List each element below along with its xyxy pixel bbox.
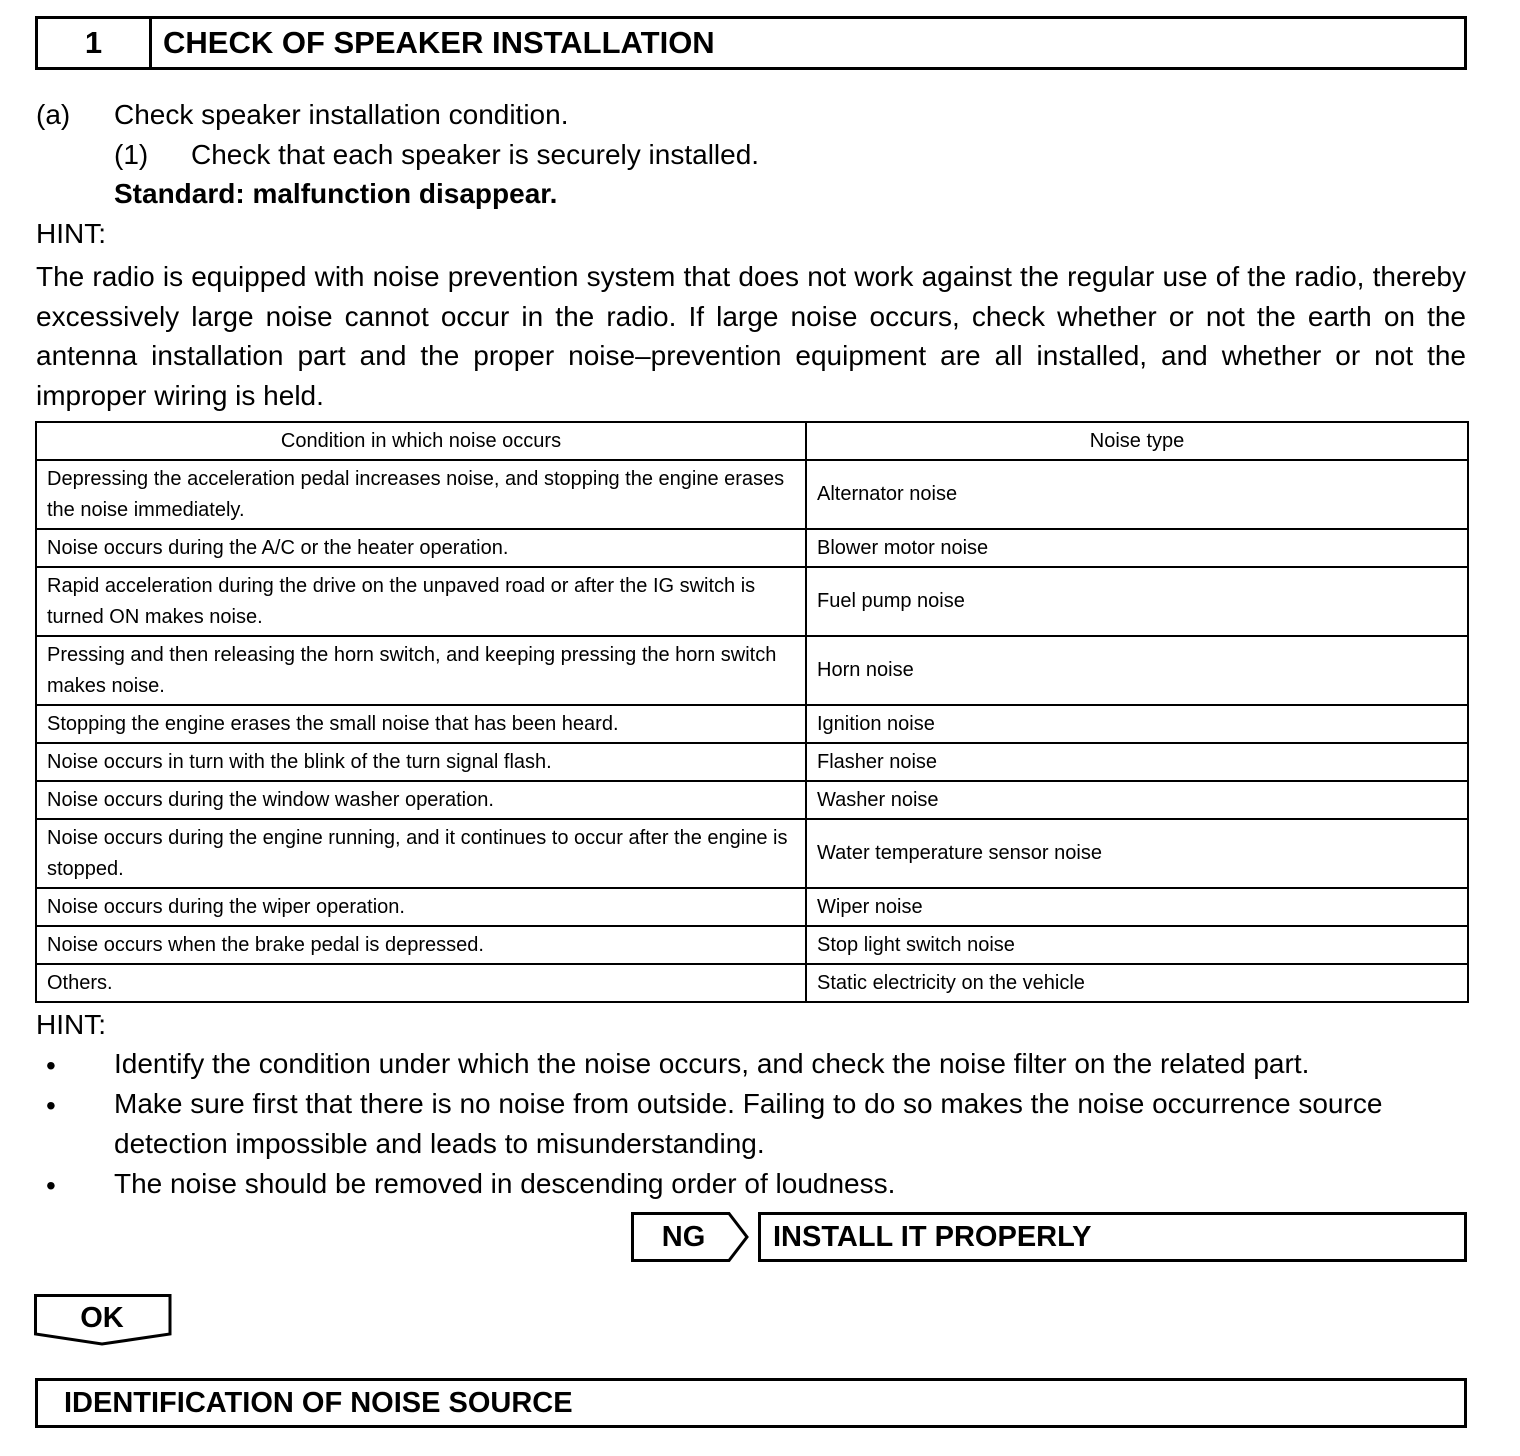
standard-text: Standard: malfunction disappear.: [114, 178, 558, 209]
hint-item-2-line-2: detection impossible and leads to misunderstanding.: [114, 1128, 765, 1159]
hint-item-3: The noise should be removed in descending order of loudness.: [114, 1168, 896, 1199]
table-row: [36, 781, 1468, 819]
noise-table: [35, 421, 1469, 1003]
bullet-icon: •: [46, 1170, 56, 1201]
next-step-box: IDENTIFICATION OF NOISE SOURCE: [35, 1378, 1467, 1428]
noise-type-cell: Ignition noise: [806, 705, 1468, 743]
bullet-icon: •: [46, 1090, 56, 1121]
step-title: CHECK OF SPEAKER INSTALLATION: [163, 25, 715, 60]
table-row: [36, 926, 1468, 964]
bullet-icon: •: [46, 1050, 56, 1081]
table-row: [36, 705, 1468, 743]
table-row: [36, 964, 1468, 1002]
table-row: [36, 460, 1468, 529]
sub-item-marker: (1): [114, 139, 149, 170]
condition-cell: Noise occurs during the A/C or the heater operation.: [36, 529, 806, 567]
condition-cell: Noise occurs in turn with the blink of the turn signal flash.: [36, 743, 806, 781]
item-a-text: Check speaker installation condition.: [114, 99, 569, 130]
noise-type-cell: Water temperature sensor noise: [806, 819, 1468, 888]
noise-type-cell: Flasher noise: [806, 743, 1468, 781]
condition-cell: Depressing the acceleration pedal increases noise, and stopping the engine erases the noise immediately.: [36, 460, 806, 529]
condition-cell: Noise occurs during the engine running, and it continues to occur after the engine is stopped.: [36, 819, 806, 888]
condition-cell: Stopping the engine erases the small noise that has been heard.: [36, 705, 806, 743]
noise-type-cell: Washer noise: [806, 781, 1468, 819]
condition-cell: Noise occurs during the window washer operation.: [36, 781, 806, 819]
table-row: [36, 819, 1468, 888]
item-a-marker: (a): [36, 99, 71, 130]
hint-item-2-line-1: Make sure first that there is no noise from outside. Failing to do so makes the noise occurrence source: [114, 1088, 1383, 1119]
noise-type-cell: Wiper noise: [806, 888, 1468, 926]
hint-paragraph: The radio is equipped with noise prevention system that does not work against the regular use of the radio, thereby excessively large noise cannot occur in the radio. If large noise occurs, check whether or not the earth on the antenna installation part and the proper noise–prevention equipment are all installed, and whether or not the improper wiring is held.: [36, 261, 1466, 411]
step-number: 1: [38, 19, 152, 67]
ng-action-box: INSTALL IT PROPERLY: [758, 1212, 1467, 1262]
noise-type-cell: Fuel pump noise: [806, 567, 1468, 636]
table-header-row: [36, 422, 1468, 460]
ng-tag: [631, 1212, 749, 1262]
condition-cell: Noise occurs when the brake pedal is depressed.: [36, 926, 806, 964]
ng-label: NG: [661, 1220, 706, 1253]
table-row: [36, 529, 1468, 567]
table-row: [36, 636, 1468, 705]
table-row: [36, 888, 1468, 926]
condition-cell: Others.: [36, 964, 806, 1002]
column-header-noise-type: Noise type: [806, 422, 1468, 460]
column-header-condition: Condition in which noise occurs: [36, 422, 806, 460]
hint-label-2: HINT:: [36, 1009, 106, 1040]
ok-label: OK: [80, 1301, 124, 1334]
noise-type-cell: Blower motor noise: [806, 529, 1468, 567]
noise-type-cell: Stop light switch noise: [806, 926, 1468, 964]
noise-type-cell: Static electricity on the vehicle: [806, 964, 1468, 1002]
table-row: [36, 567, 1468, 636]
sub-item-text: Check that each speaker is securely installed.: [191, 139, 760, 170]
ok-tag: [34, 1294, 172, 1346]
hint-label: HINT:: [36, 218, 106, 249]
noise-type-cell: Horn noise: [806, 636, 1468, 705]
table-row: [36, 743, 1468, 781]
condition-cell: Rapid acceleration during the drive on the unpaved road or after the IG switch is turned ON makes noise.: [36, 567, 806, 636]
step-header: [35, 16, 1467, 70]
condition-cell: Noise occurs during the wiper operation.: [36, 888, 806, 926]
noise-type-cell: Alternator noise: [806, 460, 1468, 529]
hint-item-1: Identify the condition under which the noise occurs, and check the noise filter on the related part.: [114, 1048, 1310, 1079]
condition-cell: Pressing and then releasing the horn switch, and keeping pressing the horn switch makes noise.: [36, 636, 806, 705]
